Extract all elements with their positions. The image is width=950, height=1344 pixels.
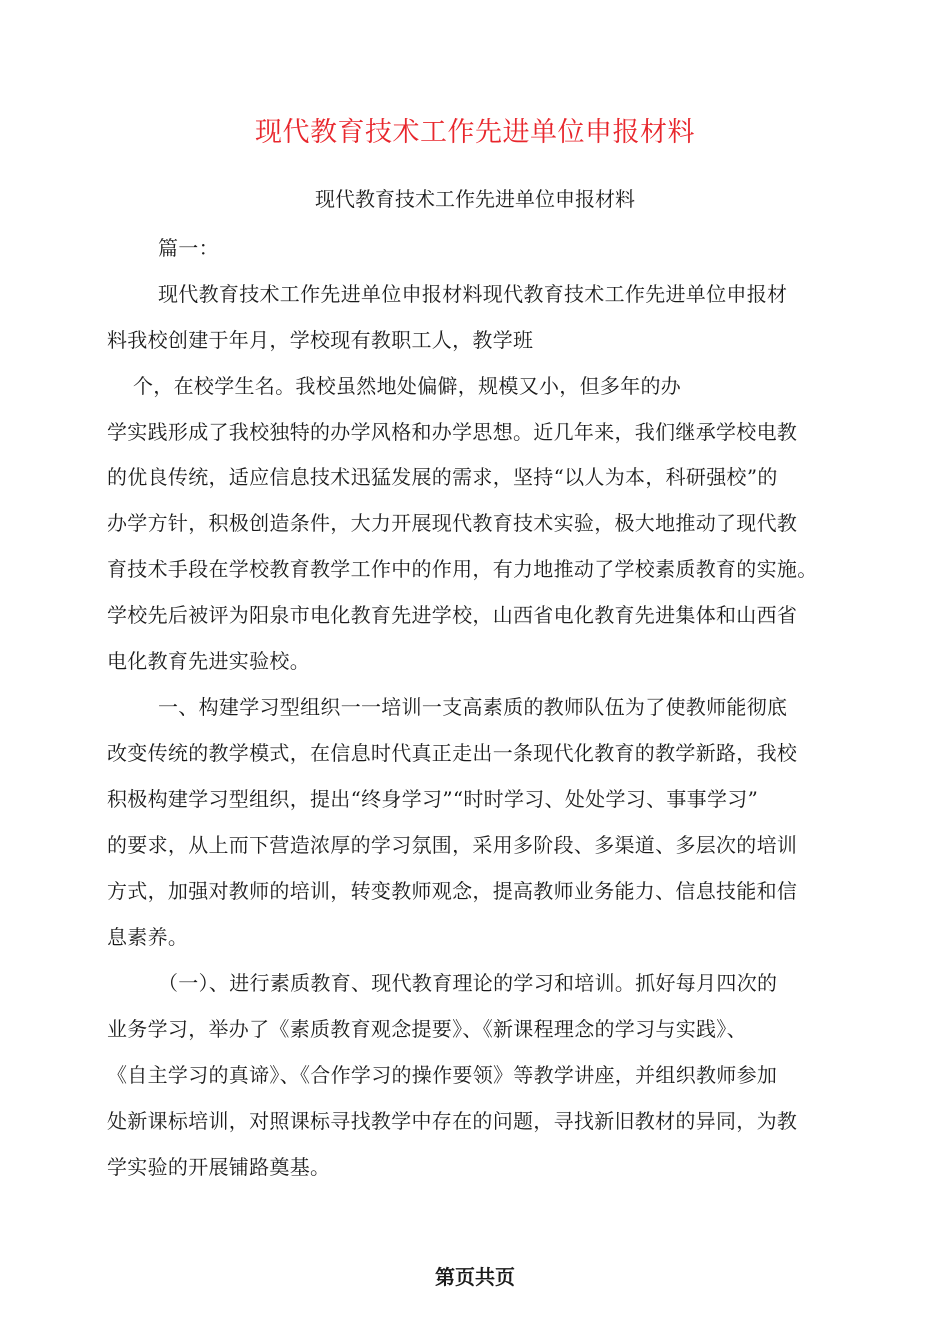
body-line: 个，在校学生名。我校虽然地处偏僻，规模又小，但多年的办: [133, 374, 682, 398]
document-title: 现代教育技术工作先进单位申报材料: [255, 117, 695, 148]
body-line: 育技术手段在学校教育教学工作中的作用，有力地推动了学校素质教育的实施。: [107, 557, 818, 581]
body-line: 学实验的开展铺路奠基。: [107, 1155, 331, 1179]
body-line: 业务学习，举办了《素质教育观念提要》、《新课程理念的学习与实践》、: [107, 1017, 747, 1041]
body-line: 学实践形成了我校独特的办学风格和办学思想。近几年来，我们继承学校电教: [107, 420, 798, 444]
body-line: 办学方针，积极创造条件，大力开展现代教育技术实验，极大地推动了现代教: [107, 511, 798, 535]
body-line: 料我校创建于年月，学校现有教职工人，教学班: [107, 328, 534, 352]
body-line: 积极构建学习型组织，提出“终身学习”“时时学习、处处学习、事事学习”: [107, 787, 759, 811]
body-line: 的要求，从上而下营造浓厚的学习氛围，采用多阶段、多渠道、多层次的培训: [107, 833, 798, 857]
body-line: 学校先后被评为阳泉市电化教育先进学校，山西省电化教育先进集体和山西省: [107, 603, 798, 627]
body-line: 一、构建学习型组织一一培训一支高素质的教师队伍为了使教师能彻底: [158, 695, 788, 719]
body-line: 改变传统的教学模式，在信息时代真正走出一条现代化教育的教学新路，我校: [107, 741, 798, 765]
document-subtitle: 现代教育技术工作先进单位申报材料: [315, 187, 635, 211]
body-line: 的优良传统，适应信息技术迅猛发展的需求，坚持“以人为本，科研强校”的: [107, 465, 778, 489]
body-line: 篇一：: [158, 236, 219, 260]
body-line: 现代教育技术工作先进单位申报材料现代教育技术工作先进单位申报材: [158, 282, 788, 306]
body-line: （一）、进行素质教育、现代教育理论的学习和培训。抓好每月四次的: [158, 971, 778, 995]
page-number-footer: 第页共页: [435, 1265, 515, 1289]
body-line: 息素养。: [107, 925, 189, 949]
body-line: 《自主学习的真谛》、《合作学习的操作要领》等教学讲座，并组织教师参加: [107, 1063, 778, 1087]
body-line: 处新课标培训，对照课标寻找教学中存在的问题，寻找新旧教材的异同，为教: [107, 1109, 798, 1133]
body-line: 电化教育先进实验校。: [107, 649, 310, 673]
body-line: 方式，加强对教师的培训，转变教师观念，提高教师业务能力、信息技能和信: [107, 879, 798, 903]
